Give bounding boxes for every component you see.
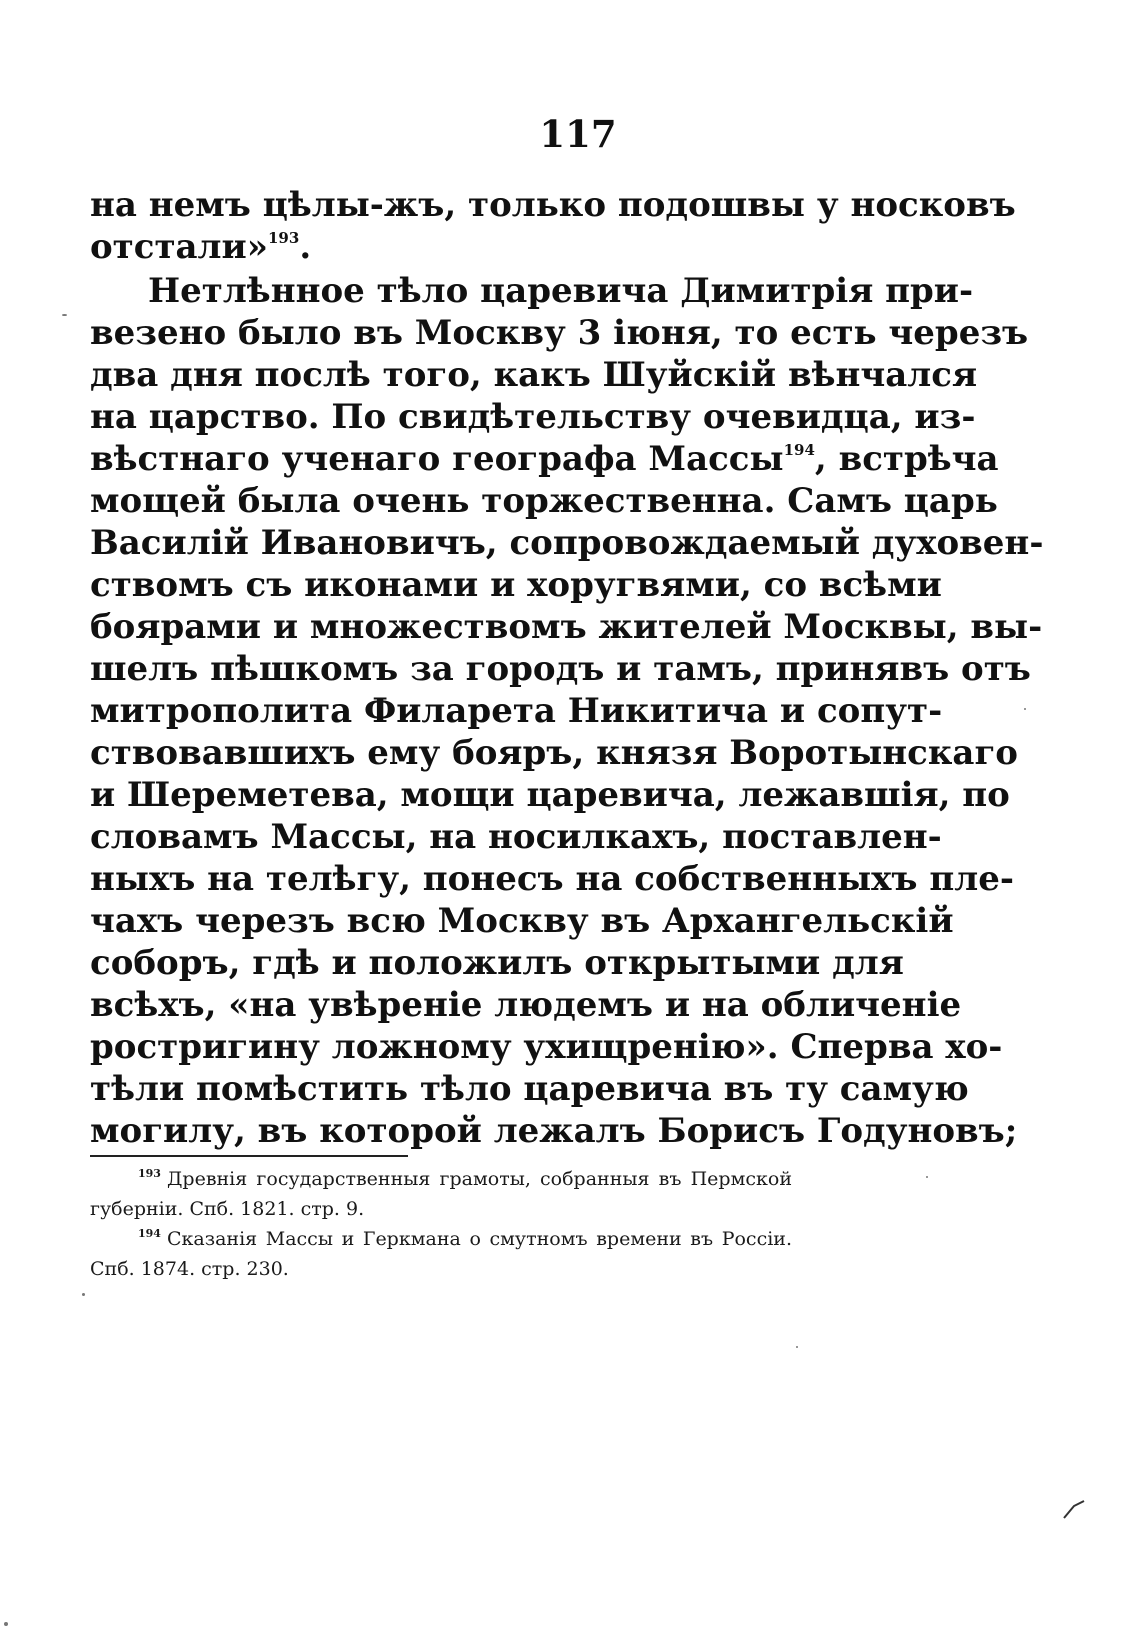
text-line: мощей была очень торжественна. Самъ царь (90, 481, 998, 521)
scan-speck (796, 1346, 798, 1348)
text-line: шелъ пѣшкомъ за городъ и тамъ, принявъ отъ (90, 649, 1031, 689)
text-fragment: , встрѣча (814, 439, 999, 479)
paragraph-continuation (90, 184, 1016, 268)
paragraph-body (90, 270, 1044, 1152)
footnote-number: 193 (138, 1167, 161, 1180)
text-fragment: вѣстнаго ученаго географа Массы (90, 439, 784, 479)
text-line: Василій Ивановичъ, сопровождаемый духовен- (90, 523, 1044, 563)
footnote-number: 194 (138, 1227, 161, 1240)
text-line: словамъ Массы, на носилкахъ, поставлен- (90, 817, 942, 857)
text-fragment: Нетлѣнное тѣло царевича Димитрія при (148, 271, 960, 311)
footnote-text: Древнія государственныя грамоты, собранныя въ Пермской (166, 1168, 792, 1190)
page-number: 117 (539, 112, 617, 156)
footnote-193-continued: губерніи. Спб. 1821. стр. 9. (90, 1198, 365, 1220)
text-line: ствовавшихъ ему бояръ, князя Воротынскаго (90, 733, 1018, 773)
text-line: на немъ цѣлы-жъ, только подошвы у носковъ (90, 185, 1016, 225)
text-fragment: отстали» (90, 227, 268, 267)
text-line: на царство. По свидѣтельству очевидца, из- (90, 397, 976, 437)
text-line (90, 226, 792, 268)
footnote-194 (90, 1224, 792, 1254)
footnote-reference-193: 193 (268, 229, 300, 247)
text-line: и Шереметева, мощи царевича, лежавшія, по (90, 775, 1010, 815)
text-line: ствомъ съ иконами и хоругвями, со всѣми (90, 565, 942, 605)
hyphen: - (959, 271, 974, 311)
footnote-194-continued: Спб. 1874. стр. 230. (90, 1258, 289, 1280)
text-line: всѣхъ, «на увѣреніе людемъ и на обличеніе (90, 985, 962, 1025)
footnote-reference-194: 194 (783, 441, 815, 459)
text-line: чахъ черезъ всю Москву въ Архангельскій (90, 901, 954, 941)
footnotes (90, 1164, 792, 1284)
pen-mark (1062, 1498, 1086, 1520)
scan-speck (926, 1176, 928, 1178)
footnote-text: Сказанія Массы и Геркмана о смутномъ времени въ Россіи. (166, 1228, 792, 1250)
text-line: могилу, въ которой лежалъ Борисъ Годуновъ; (90, 1111, 1018, 1151)
scan-speck (82, 1293, 85, 1296)
text-line: митрополита Филарета Никитича и сопут- (90, 691, 943, 731)
text-fragment: . (299, 227, 312, 267)
footnote-separator (90, 1155, 408, 1157)
text-line: соборъ, гдѣ и положилъ открытыми для (90, 943, 904, 983)
text-line: тѣли помѣстить тѣло царевича въ ту самую (90, 1069, 969, 1109)
scan-speck (4, 1622, 8, 1626)
text-line: везено было въ Москву 3 іюня, то есть черезъ (90, 313, 1029, 353)
text-line (90, 438, 999, 480)
text-line: два дня послѣ того, какъ Шуйскій вѣнчался (90, 355, 978, 395)
text-line: боярами и множествомъ жителей Москвы, вы- (90, 607, 1043, 647)
text-line: ростригину ложному ухищренію». Сперва хо- (90, 1027, 1003, 1067)
scan-speck (1024, 708, 1026, 710)
footnote-193 (90, 1164, 792, 1194)
text-line (90, 270, 974, 312)
text-line: ныхъ на телѣгу, понесъ на собственныхъ пле- (90, 859, 1014, 899)
scan-speck (62, 314, 67, 316)
